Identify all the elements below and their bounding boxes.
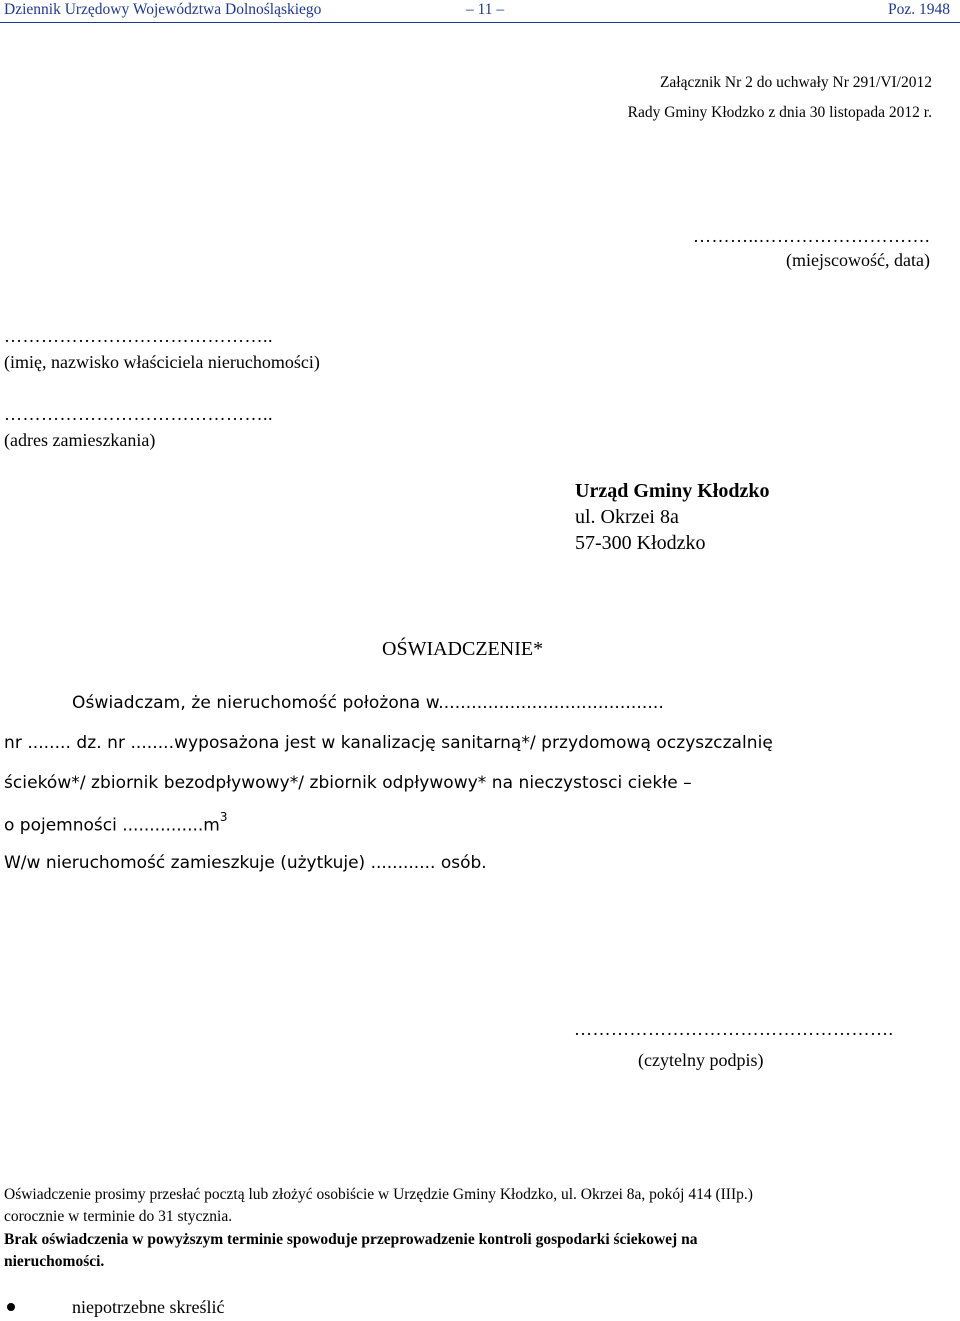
attachment-line-1: Załącznik Nr 2 do uchwały Nr 291/VI/2012 (659, 74, 932, 91)
statement-line-1: Oświadczam, że nieruchomość położona w......................................... (72, 693, 664, 713)
cubic-superscript: 3 (219, 810, 228, 824)
statement-line-5: W/w nieruchomość zamieszkuje (użytkuje) ............ osób. (4, 853, 487, 873)
footer-warning-line-2: nieruchomości. (4, 1253, 105, 1270)
document-title: OŚWIADCZENIE* (382, 638, 544, 660)
position-number: Poz. 1948 (888, 1, 950, 18)
owner-dots: …………………………………….. (4, 326, 273, 346)
place-date-label: (miejscowość, data) (786, 250, 930, 270)
attachment-line-2: Rady Gminy Kłodzko z dnia 30 listopada 2012 r. (627, 104, 932, 121)
journal-title: Dziennik Urzędowy Województwa Dolnośląskiego (4, 1, 322, 18)
place-date-dots: ………..………………………. (693, 226, 930, 246)
capacity-text: o pojemności ...............m (4, 815, 220, 836)
footer-instruction-line-2: corocznie w terminie do 31 stycznia. (4, 1208, 233, 1225)
bullet-icon (7, 1303, 15, 1311)
owner-label: (imię, nazwisko właściciela nieruchomości) (4, 352, 320, 372)
address-label: (adres zamieszkania) (4, 430, 156, 450)
journal-header (0, 0, 960, 23)
page-number: – 11 – (466, 1, 505, 18)
footnote-text: niepotrzebne skreślić (72, 1297, 225, 1317)
recipient-street: ul. Okrzei 8a (575, 506, 679, 528)
statement-line-4 (4, 810, 228, 836)
statement-line-3: ścieków*/ zbiornik bezodpływowy*/ zbiornik odpływowy* na nieczystosci ciekłe – (4, 773, 692, 793)
footer-warning-line-1: Brak oświadczenia w powyższym terminie spowoduje przeprowadzenie kontroli gospodarki ściekowej na (4, 1231, 698, 1248)
footer-instruction-line-1: Oświadczenie prosimy przesłać pocztą lub złożyć osobiście w Urzędzie Gminy Kłodzko, ul. Okrzei 8a, pokój 414 (IIIp.) (4, 1186, 753, 1203)
recipient-city: 57-300 Kłodzko (575, 532, 706, 554)
address-dots: …………………………………….. (4, 404, 273, 424)
signature-dots: ……………………………………………. (574, 1019, 894, 1039)
recipient-office: Urząd Gminy Kłodzko (575, 480, 770, 502)
signature-label: (czytelny podpis) (638, 1050, 764, 1070)
statement-line-2: nr ........ dz. nr ........wyposażona jest w kanalizację sanitarną*/ przydomową oczyszczalnię (4, 733, 773, 753)
